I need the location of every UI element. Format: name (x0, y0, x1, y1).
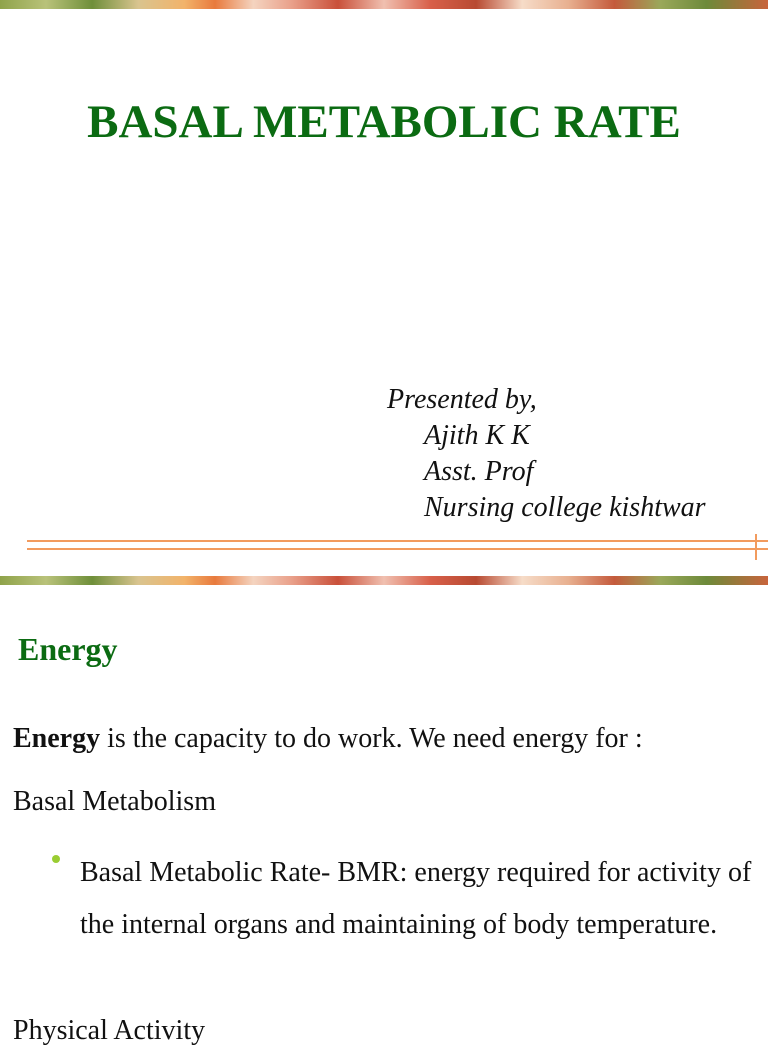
divider-line-upper (27, 540, 768, 542)
energy-definition-text: is the capacity to do work. We need energy for : (100, 723, 643, 754)
presenter-label: Presented by, (387, 384, 537, 415)
partial-text-line: Physical Activity (13, 1015, 206, 1046)
presenter-role: Asst. Prof (424, 456, 534, 487)
bullet-icon (52, 855, 60, 863)
subheading-basal-metabolism: Basal Metabolism (13, 786, 216, 817)
slide-title: BASAL METABOLIC RATE (87, 96, 681, 148)
bullet-item: Basal Metabolic Rate- BMR: energy required for activity of the internal organs and maintaining of body temperature. (80, 857, 752, 940)
energy-definition (13, 723, 643, 755)
decorative-banner-middle (0, 576, 768, 585)
divider-line-lower (27, 548, 768, 550)
slide-2 (0, 585, 768, 1046)
slide-heading: Energy (18, 631, 118, 667)
decorative-banner-top (0, 0, 768, 9)
divider-tick (755, 534, 757, 560)
presenter-block (387, 382, 706, 526)
presenter-name: Ajith K K (424, 420, 530, 451)
energy-term: Energy (13, 723, 101, 754)
slide-1 (0, 9, 768, 576)
presenter-institution: Nursing college kishtwar (424, 492, 706, 523)
